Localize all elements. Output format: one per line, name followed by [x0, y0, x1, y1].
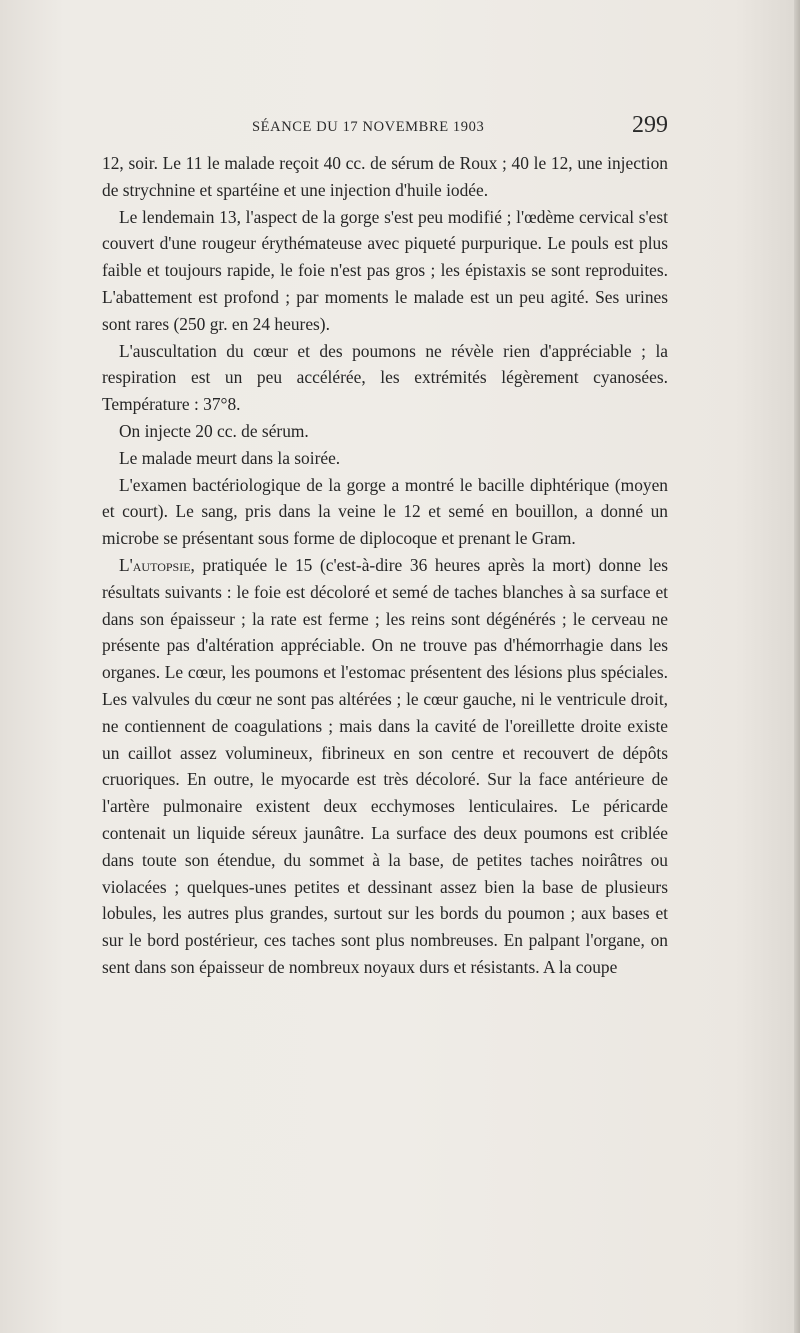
paragraph-text: On injecte 20 cc. de sérum.	[119, 420, 309, 441]
paragraph-text: Le malade meurt dans la soirée.	[119, 447, 341, 468]
paragraph-5	[102, 445, 668, 472]
paragraph-text: 12, soir. Le 11 le malade reçoit 40 cc. de sérum de Roux ; 40 le 12, une injection de strychnine et spartéine et une injection d'huile iodée.	[102, 153, 668, 200]
paragraph-text: L'examen bactériologique de la gorge a montré le bacille diphtérique (moyen et court). Le sang, pris dans la veine le 12 et semé en bouillon, a donné un microbe se présentant sous forme de diplocoque et prenant le Gram.	[102, 474, 668, 549]
paragraph-1	[102, 150, 668, 204]
page-edge-shadow	[794, 0, 800, 1333]
paragraph-4	[102, 418, 668, 445]
paragraph-text: , pratiquée le 15 (c'est-à-dire 36 heures après la mort) donne les résultats suivants : le foie est décoloré et semé de taches blanches à sa surface et dans son épaisseur ; la rate est ferme ; les reins sont dégénérés ; le cerveau ne présente pas d'altération appréciable. On ne trouve pas d'hémorrhagie dans les organes. Le cœur, les poumons et l'estomac présentent des lésions plus spéciales. Les valvules du cœur ne sont pas altérées ; le cœur gauche, ni le ventricule droit, ne contiennent de coagulations ; mais dans la cavité de l'oreillette droite existe un caillot assez volumineux, fibrineux en son centre et recouvert de dépôts cruoriques. En outre, le myocarde est très décoloré. Sur la face antérieure de l'artère pulmonaire existent deux ecchymoses lenticulaires. Le péricarde contenait un liquide séreux jaunâtre. La surface des deux poumons est criblée dans toute son étendue, du sommet à la base, de petites taches noirâtres ou violacées ; quelques-unes petites et dessinant assez bien la base de plusieurs lobules, les autres plus grandes, surtout sur les bords du poumon ; aux bases et sur le bord postérieur, ces taches sont plus nombreuses. En palpant l'organe, on sent dans son épaisseur de nombreux noyaux durs et résistants. A la coupe	[102, 554, 668, 977]
paragraph-3	[102, 338, 668, 418]
paragraph-2	[102, 204, 668, 338]
page-number: 299	[632, 112, 668, 138]
paragraph-text: L'auscultation du cœur et des poumons ne révèle rien d'appréciable ; la respiration est un peu accélérée, les extrémités légèrement cyanosées. Température : 37°8.	[102, 340, 668, 415]
autopsy-lead-word: L'autopsie	[119, 554, 191, 575]
running-title: SÉANCE DU 17 NOVEMBRE 1903	[252, 119, 485, 135]
page-header	[102, 112, 668, 142]
paragraph-7	[102, 552, 668, 981]
paragraph-6	[102, 472, 668, 552]
body-text	[102, 150, 668, 981]
paragraph-text: Le lendemain 13, l'aspect de la gorge s'est peu modifié ; l'œdème cervical s'est couvert d'une rougeur érythémateuse avec piqueté purpurique. Le pouls est plus faible et toujours rapide, le foie n'est pas gros ; les épistaxis se sont reproduites. L'abattement est profond ; par moments le malade est un peu agité. Ses urines sont rares (250 gr. en 24 heures).	[102, 206, 668, 334]
